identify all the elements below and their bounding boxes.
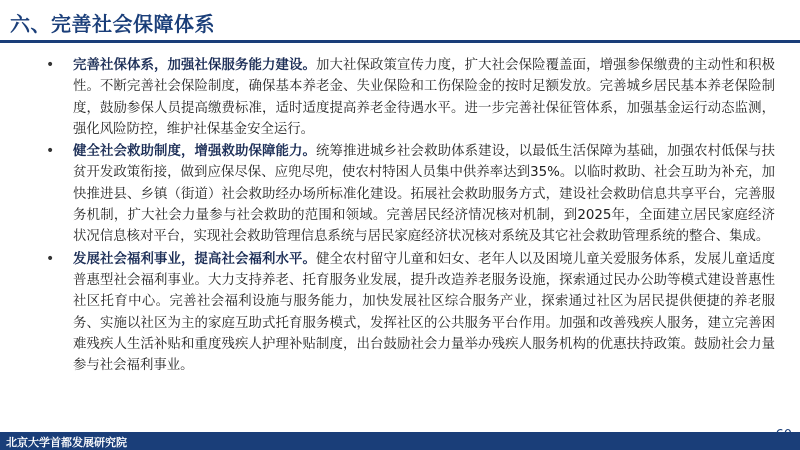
title-bar [0,0,800,44]
paragraph-body: 加大社保政策宣传力度，扩大社会保险覆盖面，增强参保缴费的主动性和积极性。不断完善社会保险制度，确保基本养老金、失业保险和工伤保险金的按时足额发放。完善城乡居民基本养老保险制度，鼓励参保人员提高缴费标准，适时适度提高养老金待遇水平。进一步完善社保征管体系，加强基金运行动态监测，强化风险防控，维护社保基金安全运行。 [73,58,776,137]
paragraph-social-assistance [40,141,775,247]
page-number: 60 [775,428,792,443]
page-title: 六、完善社会保障体系 [10,12,215,36]
paragraph-body: 统筹推进城乡社会救助体系建设，以最低生活保障为基础，加强农村低保与扶贫开发政策衔接，做到应保尽保、应兜尽兜，使农村特困人员集中供养率达到35%。以临时救助、社会互助为补充，加快推进县、乡镇（街道）社会救助经办场所标准化建设。拓展社会救助服务方式，建设社会救助信息共享平台，完善服务机制，扩大社会力量参与社会救助的范围和领域。完善居民经济情况核对机制，到2025年，全面建立居民家庭经济状况信息核对平台，实现社会救助管理信息系统与居民家庭经济状况核对系统及其它社会救助管理系统的整合、集成。 [73,144,776,245]
paragraph-social-security [40,55,775,140]
paragraph-lead: 发展社会福利事业，提高社会福利水平。 [73,251,317,267]
paragraph-social-welfare [40,249,775,377]
bullet-icon: • [46,57,55,73]
footer-bar [0,432,800,450]
footer-org-name: 北京大学首都发展研究院 [6,436,127,449]
bullet-icon: • [46,143,55,160]
paragraph-lead: 完善社保体系，加强社保服务能力建设。 [73,58,317,73]
title-underline [0,40,800,43]
content-area [40,55,775,377]
bullet-icon: • [46,250,55,267]
paragraph-body: 健全农村留守儿童和妇女、老年人以及困境儿童关爱服务体系，发展儿童适度普惠型社会福利事业。大力支持养老、托育服务业发展，提升改造养老服务设施，探索通过民办公助等模式建设普惠性社区托育中心。完善社会福利设施与服务能力，加快发展社区综合服务产业，探索通过社区为居民提供便捷的养老服务、实施以社区为主的家庭互助式托育服务模式，发挥社区的公共服务平台作用。加强和改善残疾人服务，建立完善困难残疾人生活补贴和重度残疾人护理补贴制度，出台鼓励社会力量举办残疾人服务机构的优惠扶持政策。鼓励社会力量参与社会福利事业。 [73,251,776,374]
paragraph-lead: 健全社会救助制度，增强救助保障能力。 [73,144,317,160]
